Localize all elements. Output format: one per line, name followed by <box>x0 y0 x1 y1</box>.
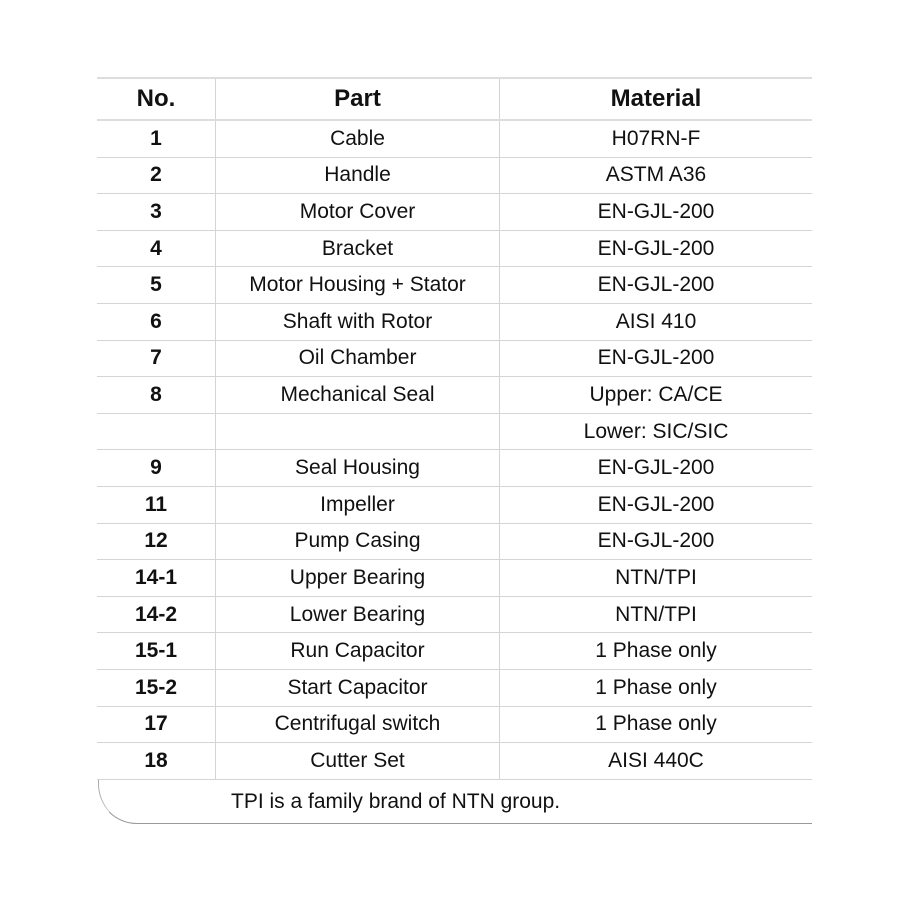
footnote: TPI is a family brand of NTN group. <box>231 789 561 813</box>
cell-no: 1 <box>150 126 162 150</box>
cell-material: ASTM A36 <box>499 158 812 194</box>
cell-material: 1 Phase only <box>499 633 812 669</box>
cell-no: 15-2 <box>134 675 178 699</box>
table-row <box>97 304 812 341</box>
cell-part: Bracket <box>215 231 499 267</box>
table-row <box>97 121 812 158</box>
cell-no: 4 <box>150 236 162 260</box>
cell-no: 18 <box>144 748 168 772</box>
table-row <box>97 267 812 304</box>
cell-part: Motor Housing + Stator <box>215 267 499 303</box>
cell-part: Seal Housing <box>215 450 499 486</box>
cell-part: Handle <box>215 158 499 194</box>
table-row <box>97 450 812 487</box>
cell-no: 8 <box>150 382 162 406</box>
cell-material: EN-GJL-200 <box>499 524 812 560</box>
cell-part: Motor Cover <box>215 194 499 230</box>
header-no: No. <box>136 85 176 112</box>
cell-no <box>97 414 215 450</box>
cell-material: AISI 440C <box>499 743 812 779</box>
cell-part: Run Capacitor <box>215 633 499 669</box>
table-row <box>97 597 812 634</box>
cell-part: Mechanical Seal <box>215 377 499 413</box>
table-row <box>97 487 812 524</box>
parts-table <box>97 77 812 824</box>
table-row <box>97 743 812 780</box>
cell-no: 6 <box>150 309 162 333</box>
cell-no: 12 <box>144 529 168 553</box>
cell-part: Upper Bearing <box>215 560 499 596</box>
cell-no: 17 <box>144 712 168 736</box>
table-row <box>97 560 812 597</box>
cell-part: Start Capacitor <box>215 670 499 706</box>
table-row <box>97 377 812 414</box>
cell-no: 7 <box>150 346 162 370</box>
cell-part: Centrifugal switch <box>215 707 499 743</box>
cell-no: 14-2 <box>134 602 178 626</box>
table-row <box>97 194 812 231</box>
cell-part: Pump Casing <box>215 524 499 560</box>
cell-no: 14-1 <box>134 565 178 589</box>
cell-part <box>215 414 499 450</box>
header-part: Part <box>215 79 499 119</box>
cell-part: Oil Chamber <box>215 341 499 377</box>
cell-material: H07RN-F <box>499 121 812 157</box>
cell-material: EN-GJL-200 <box>499 231 812 267</box>
table-row <box>97 341 812 378</box>
table-row <box>97 158 812 195</box>
cell-material: EN-GJL-200 <box>499 194 812 230</box>
cell-part: Lower Bearing <box>215 597 499 633</box>
table-row <box>97 524 812 561</box>
table-row <box>97 633 812 670</box>
cell-material: EN-GJL-200 <box>499 341 812 377</box>
cell-no: 5 <box>150 273 162 297</box>
table-row <box>97 414 812 451</box>
cell-material: Upper: CA/CE <box>499 377 812 413</box>
cell-material: Lower: SIC/SIC <box>499 414 812 450</box>
cell-part: Impeller <box>215 487 499 523</box>
cell-material: EN-GJL-200 <box>499 487 812 523</box>
cell-material: 1 Phase only <box>499 670 812 706</box>
cell-material: NTN/TPI <box>499 597 812 633</box>
cell-part: Cable <box>215 121 499 157</box>
cell-material: EN-GJL-200 <box>499 267 812 303</box>
table-row <box>97 707 812 744</box>
cell-material: 1 Phase only <box>499 707 812 743</box>
cell-no: 3 <box>150 199 162 223</box>
cell-material: NTN/TPI <box>499 560 812 596</box>
cell-material: EN-GJL-200 <box>499 450 812 486</box>
table-row <box>97 670 812 707</box>
cell-no: 15-1 <box>134 639 178 663</box>
table-header <box>97 79 812 121</box>
table-row <box>97 231 812 268</box>
cell-part: Shaft with Rotor <box>215 304 499 340</box>
cell-material: AISI 410 <box>499 304 812 340</box>
cell-no: 11 <box>144 492 168 516</box>
cell-no: 9 <box>150 456 162 480</box>
header-material: Material <box>499 79 812 119</box>
cell-no: 2 <box>150 163 162 187</box>
table-footnote-row <box>97 780 812 824</box>
cell-part: Cutter Set <box>215 743 499 779</box>
